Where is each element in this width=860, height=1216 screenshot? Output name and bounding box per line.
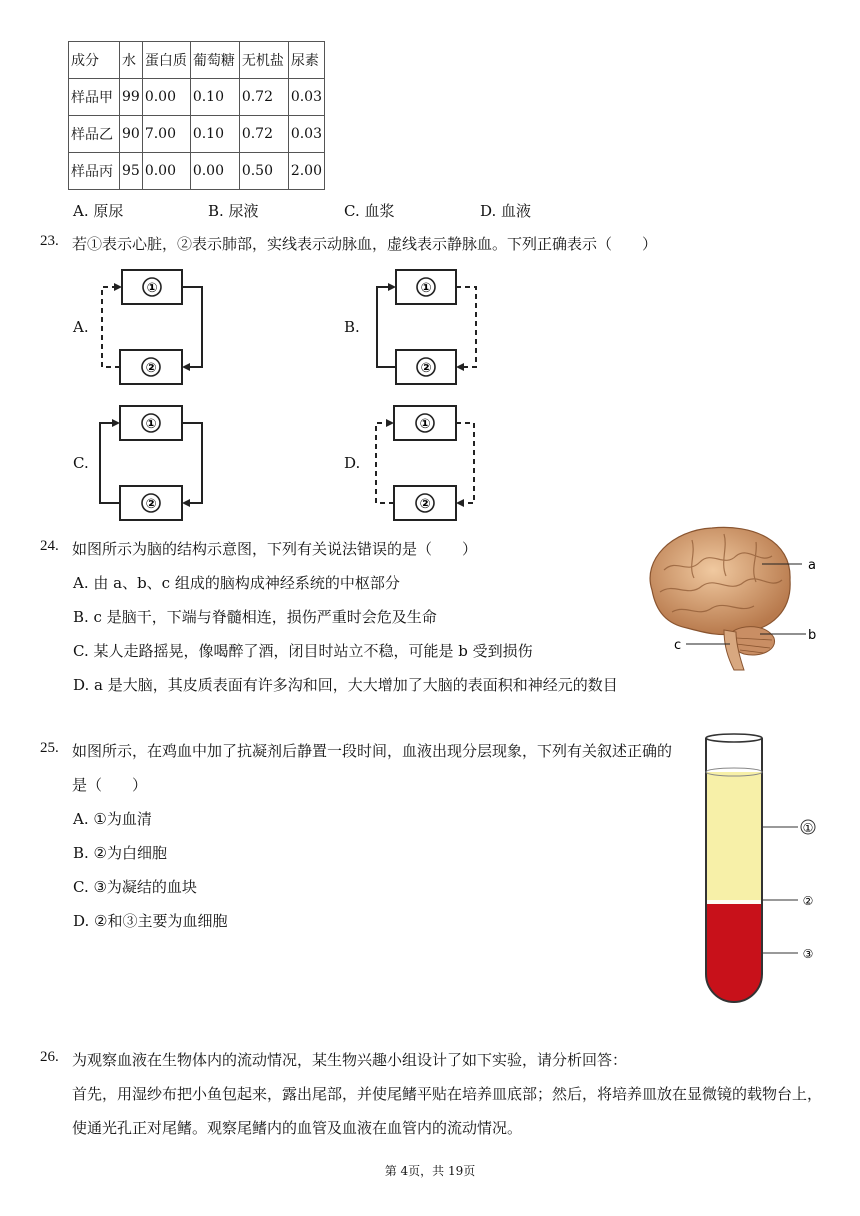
table-header-cell: 尿素 (288, 42, 324, 79)
table-cell: 样品丙 (69, 153, 120, 190)
brain-label-a: a (808, 558, 816, 573)
table-row (69, 153, 325, 190)
dashed-path (102, 287, 120, 367)
table-cell: 0.03 (288, 79, 324, 116)
cerebrum-shape (650, 527, 790, 634)
brain-figure (632, 520, 832, 675)
q23-diagram-a[interactable] (92, 264, 212, 389)
q23-option-c-label[interactable]: C. (73, 454, 89, 472)
q23-diagram-d[interactable] (364, 400, 488, 525)
q22-option-c[interactable]: C. 血浆 (344, 202, 395, 220)
q26-number: 26. (40, 1049, 59, 1065)
solid-path (182, 287, 202, 367)
box2-label: ② (145, 361, 157, 376)
table-cell: 0.00 (190, 153, 239, 190)
table-cell: 0.50 (239, 153, 288, 190)
q25-option-c[interactable]: C. ③为凝结的血块 (73, 878, 197, 896)
table-cell: 0.10 (190, 79, 239, 116)
q23-number: 23. (40, 233, 59, 249)
q23-option-a-label[interactable]: A. (73, 318, 89, 336)
buffy-coat-layer (706, 900, 762, 904)
solid-path-right (182, 423, 202, 503)
q24-option-d[interactable]: D. a 是大脑，其皮质表面有许多沟和回，大大增加了大脑的表面积和神经元的数目 (73, 676, 618, 694)
table-cell: 0.03 (288, 116, 324, 153)
table-cell: 样品甲 (69, 79, 120, 116)
q24-option-b[interactable]: B. c 是脑干，下端与脊髓相连，损伤严重时会危及生命 (73, 608, 437, 626)
table-cell: 0.72 (239, 116, 288, 153)
q25-option-d[interactable]: D. ②和③主要为血细胞 (73, 912, 228, 930)
table-cell: 2.00 (288, 153, 324, 190)
table-cell: 0.00 (142, 153, 190, 190)
dashed-path-right (456, 423, 474, 503)
table-header-cell: 葡萄糖 (190, 42, 239, 79)
q25-question-line2: 是（ ） (72, 776, 148, 794)
box1-label: ① (420, 281, 432, 296)
q26-paragraph-2: 使通光孔正对尾鳍。观察尾鳍内的血管及血液在血管内的流动情况。 (72, 1119, 523, 1137)
q24-option-c[interactable]: C. 某人走路摇晃，像喝醉了酒，闭目时站立不稳，可能是 b 受到损伤 (73, 642, 533, 660)
tube-label-2: ② (802, 894, 814, 908)
q25-number: 25. (40, 740, 59, 756)
q22-option-b[interactable]: B. 尿液 (208, 202, 259, 220)
solid-path-left (100, 423, 120, 503)
q23-diagram-b[interactable] (366, 264, 486, 389)
q22-option-a[interactable]: A. 原尿 (73, 202, 124, 220)
table-header-cell: 无机盐 (239, 42, 288, 79)
table-cell: 0.10 (190, 116, 239, 153)
table-cell: 99 (120, 79, 143, 116)
q23-option-d-label[interactable]: D. (344, 454, 361, 472)
box1-label: ① (146, 281, 158, 296)
q23-question: 若①表示心脏，②表示肺部，实线表示动脉血，虚线表示静脉血。下列正确表示（ ） (72, 235, 658, 253)
table-cell: 90 (120, 116, 143, 153)
table-cell: 7.00 (142, 116, 190, 153)
composition-table (68, 41, 325, 190)
table-cell: 样品乙 (69, 116, 120, 153)
q25-option-a[interactable]: A. ①为血清 (73, 810, 152, 828)
solid-path (377, 287, 396, 367)
q23-diagram-c[interactable] (90, 400, 214, 525)
box1-label: ① (419, 417, 431, 432)
q24-question: 如图所示为脑的结构示意图，下列有关说法错误的是（ ） (72, 540, 478, 558)
brain-label-c: c (674, 638, 682, 653)
table-header-cell: 成分 (69, 42, 120, 79)
q25-question-line1: 如图所示，在鸡血中加了抗凝剂后静置一段时间，血液出现分层现象，下列有关叙述正确的 (72, 742, 673, 760)
brain-label-b: b (808, 628, 817, 643)
tube-label-1: ① (802, 821, 814, 835)
q26-question: 为观察血液在生物体内的流动情况，某生物兴趣小组设计了如下实验，请分析回答： (72, 1051, 628, 1069)
page-footer: 第 4页，共 19页 (384, 1164, 476, 1178)
q24-option-a[interactable]: A. 由 a、b、c 组成的脑构成神经系统的中枢部分 (73, 574, 400, 592)
box1-label: ① (145, 417, 157, 432)
dashed-path (456, 287, 476, 367)
table-header-cell: 水 (120, 42, 143, 79)
q23-option-b-label[interactable]: B. (344, 318, 360, 336)
tube-label-3: ③ (802, 947, 814, 961)
table-cell: 95 (120, 153, 143, 190)
test-tube-figure (698, 732, 828, 1012)
box2-label: ② (420, 361, 432, 376)
q26-paragraph-1: 首先，用湿纱布把小鱼包起来，露出尾部，并使尾鳍平贴在培养皿底部；然后，将培养皿放在显微镜的载物台上， (72, 1085, 823, 1103)
q25-option-b[interactable]: B. ②为白细胞 (73, 844, 168, 862)
table-header-cell: 蛋白质 (142, 42, 190, 79)
q24-number: 24. (40, 538, 59, 554)
box2-label: ② (145, 497, 157, 512)
table-header-row (69, 42, 325, 79)
table-cell: 0.72 (239, 79, 288, 116)
table-cell: 0.00 (142, 79, 190, 116)
table-row (69, 116, 325, 153)
q22-option-d[interactable]: D. 血液 (480, 202, 532, 220)
box2-label: ② (419, 497, 431, 512)
table-row (69, 79, 325, 116)
red-cell-layer (706, 904, 762, 1002)
dashed-path-left (376, 423, 394, 503)
